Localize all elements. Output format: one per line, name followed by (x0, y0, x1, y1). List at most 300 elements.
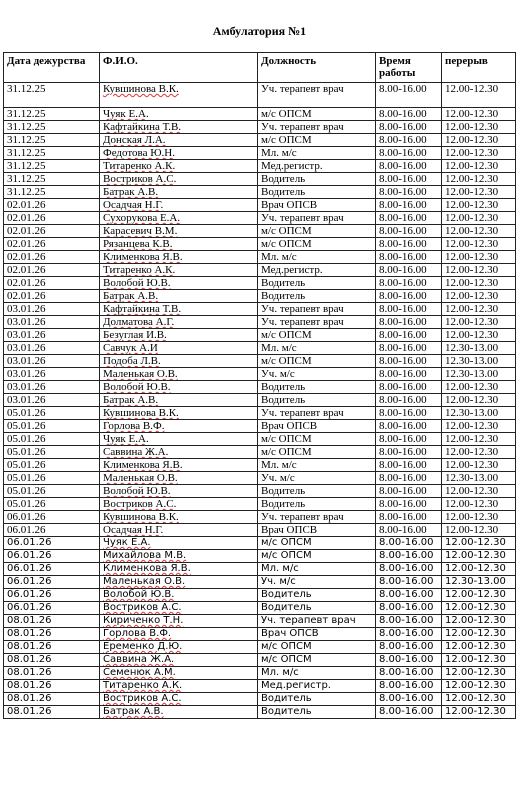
cell-date: 03.01.26 (4, 394, 100, 407)
cell-position: Врач ОПСВ (258, 524, 376, 537)
table-row (4, 615, 516, 628)
cell-date: 06.01.26 (4, 511, 100, 524)
person-name: Горлова В.Ф. (103, 420, 165, 432)
table-row (4, 680, 516, 693)
cell-date: 03.01.26 (4, 303, 100, 316)
cell-name (100, 602, 258, 615)
cell-position: Уч. м/с (258, 472, 376, 485)
cell-work-time: 8.00-16.00 (376, 446, 442, 459)
cell-position: Водитель (258, 381, 376, 394)
person-name: Кувшинова В.К. (103, 83, 179, 95)
cell-date: 06.01.26 (4, 563, 100, 576)
person-name: Батрак А.В. (103, 290, 159, 302)
cell-position: Водитель (258, 186, 376, 199)
table-row (4, 511, 516, 524)
cell-break: 12.00-12.30 (442, 329, 516, 342)
cell-break: 12.00-12.30 (442, 108, 516, 121)
cell-work-time: 8.00-16.00 (376, 563, 442, 576)
cell-break: 12.00-12.30 (442, 602, 516, 615)
person-name: Осадчая Н.Г. (103, 199, 164, 211)
cell-work-time: 8.00-16.00 (376, 485, 442, 498)
person-name: Донская Л.А. (103, 134, 166, 146)
cell-position: Водитель (258, 394, 376, 407)
cell-break: 12.00-12.30 (442, 420, 516, 433)
header-work-time: Время работы (376, 53, 442, 83)
table-row (4, 225, 516, 238)
person-name: Осадчая Н.Г. (103, 524, 164, 536)
cell-date: 06.01.26 (4, 550, 100, 563)
cell-date: 31.12.25 (4, 173, 100, 186)
cell-work-time: 8.00-16.00 (376, 654, 442, 667)
cell-name (100, 576, 258, 589)
cell-work-time: 8.00-16.00 (376, 628, 442, 641)
cell-name (100, 381, 258, 394)
cell-date: 08.01.26 (4, 680, 100, 693)
cell-work-time: 8.00-16.00 (376, 589, 442, 602)
cell-break: 12.30-13.00 (442, 342, 516, 355)
cell-position: Уч. терапевт врач (258, 212, 376, 225)
table-row (4, 121, 516, 134)
cell-work-time: 8.00-16.00 (376, 368, 442, 381)
cell-work-time: 8.00-16.00 (376, 290, 442, 303)
person-name: Кувшинова В.К. (103, 511, 179, 523)
cell-break: 12.00-12.30 (442, 550, 516, 563)
cell-work-time: 8.00-16.00 (376, 706, 442, 719)
cell-name (100, 654, 258, 667)
cell-break: 12.00-12.30 (442, 693, 516, 706)
cell-break: 12.00-12.30 (442, 615, 516, 628)
cell-position: Мл. м/с (258, 251, 376, 264)
person-name: Кафтайкина Т.В. (103, 121, 182, 133)
cell-position: Уч. м/с (258, 576, 376, 589)
cell-break: 12.00-12.30 (442, 225, 516, 238)
person-name: Федотова Ю.Н. (103, 147, 175, 159)
cell-name (100, 303, 258, 316)
cell-name (100, 251, 258, 264)
cell-name (100, 511, 258, 524)
cell-work-time: 8.00-16.00 (376, 264, 442, 277)
cell-work-time: 8.00-16.00 (376, 524, 442, 537)
table-row (4, 706, 516, 719)
cell-work-time: 8.00-16.00 (376, 576, 442, 589)
cell-break: 12.00-12.30 (442, 290, 516, 303)
cell-position: Врач ОПСВ (258, 420, 376, 433)
cell-date: 03.01.26 (4, 316, 100, 329)
person-name: Маленькая О.В. (103, 576, 186, 587)
header-break: перерыв (442, 53, 516, 83)
cell-position: м/с ОПСМ (258, 433, 376, 446)
person-name: Востриков А.С. (103, 602, 182, 613)
cell-break: 12.30-13.00 (442, 472, 516, 485)
cell-position: м/с ОПСМ (258, 134, 376, 147)
cell-work-time: 8.00-16.00 (376, 693, 442, 706)
cell-date: 31.12.25 (4, 121, 100, 134)
table-row (4, 238, 516, 251)
table-body (4, 83, 516, 719)
cell-name (100, 368, 258, 381)
cell-name (100, 524, 258, 537)
cell-position: Мл. м/с (258, 667, 376, 680)
cell-date: 08.01.26 (4, 667, 100, 680)
cell-position: м/с ОПСМ (258, 355, 376, 368)
table-row (4, 277, 516, 290)
cell-name (100, 121, 258, 134)
cell-name (100, 342, 258, 355)
cell-position: Уч. м/с (258, 368, 376, 381)
cell-position: Уч. терапевт врач (258, 511, 376, 524)
table-row (4, 693, 516, 706)
table-row (4, 459, 516, 472)
cell-name (100, 485, 258, 498)
cell-break: 12.00-12.30 (442, 680, 516, 693)
cell-work-time: 8.00-16.00 (376, 381, 442, 394)
cell-name (100, 563, 258, 576)
cell-position: Мед.регистр. (258, 264, 376, 277)
header-date: Дата дежурства (4, 53, 100, 83)
cell-date: 02.01.26 (4, 212, 100, 225)
cell-work-time: 8.00-16.00 (376, 433, 442, 446)
cell-date: 08.01.26 (4, 706, 100, 719)
cell-break: 12.00-12.30 (442, 238, 516, 251)
cell-name (100, 277, 258, 290)
cell-name (100, 355, 258, 368)
cell-date: 08.01.26 (4, 693, 100, 706)
person-name: Чуяк Е.А. (103, 537, 151, 548)
cell-date: 02.01.26 (4, 199, 100, 212)
cell-name (100, 394, 258, 407)
cell-name (100, 628, 258, 641)
cell-work-time: 8.00-16.00 (376, 329, 442, 342)
cell-work-time: 8.00-16.00 (376, 173, 442, 186)
cell-date: 05.01.26 (4, 446, 100, 459)
cell-date: 08.01.26 (4, 628, 100, 641)
person-name: Титаренко А.К. (103, 160, 176, 172)
person-name: Саввина Ж.А. (103, 446, 169, 458)
cell-position: Врач ОПСВ (258, 628, 376, 641)
cell-work-time: 8.00-16.00 (376, 303, 442, 316)
cell-work-time: 8.00-16.00 (376, 238, 442, 251)
table-row (4, 472, 516, 485)
cell-work-time: 8.00-16.00 (376, 602, 442, 615)
table-row (4, 134, 516, 147)
cell-date: 31.12.25 (4, 160, 100, 173)
person-name: Горлова В.Ф. (103, 628, 172, 639)
cell-name (100, 706, 258, 719)
cell-break: 12.00-12.30 (442, 186, 516, 199)
cell-name (100, 316, 258, 329)
cell-position: Водитель (258, 290, 376, 303)
cell-position: Уч. терапевт врач (258, 303, 376, 316)
cell-break: 12.00-12.30 (442, 83, 516, 108)
person-name: Маленькая О.В. (103, 472, 178, 484)
table-row (4, 212, 516, 225)
cell-name (100, 134, 258, 147)
table-row (4, 251, 516, 264)
cell-position: м/с ОПСМ (258, 108, 376, 121)
table-row (4, 407, 516, 420)
table-row (4, 550, 516, 563)
cell-work-time: 8.00-16.00 (376, 83, 442, 108)
cell-date: 31.12.25 (4, 147, 100, 160)
cell-date: 02.01.26 (4, 290, 100, 303)
cell-break: 12.00-12.30 (442, 667, 516, 680)
table-row (4, 485, 516, 498)
cell-position: Водитель (258, 693, 376, 706)
person-name: Семенюк А.М. (103, 667, 176, 678)
table-row (4, 303, 516, 316)
table-row (4, 576, 516, 589)
table-row (4, 368, 516, 381)
table-row (4, 186, 516, 199)
cell-break: 12.00-12.30 (442, 641, 516, 654)
cell-work-time: 8.00-16.00 (376, 316, 442, 329)
cell-date: 02.01.26 (4, 251, 100, 264)
person-name: Подоба Л.В. (103, 355, 161, 367)
table-row (4, 602, 516, 615)
cell-work-time: 8.00-16.00 (376, 212, 442, 225)
cell-date: 03.01.26 (4, 329, 100, 342)
cell-name (100, 615, 258, 628)
cell-work-time: 8.00-16.00 (376, 394, 442, 407)
cell-date: 31.12.25 (4, 83, 100, 108)
cell-break: 12.00-12.30 (442, 381, 516, 394)
table-row (4, 199, 516, 212)
cell-name (100, 238, 258, 251)
cell-name (100, 173, 258, 186)
cell-position: Уч. терапевт врач (258, 121, 376, 134)
cell-date: 06.01.26 (4, 602, 100, 615)
cell-break: 12.00-12.30 (442, 589, 516, 602)
document-title: Амбулатория №1 (212, 24, 307, 38)
cell-work-time: 8.00-16.00 (376, 199, 442, 212)
header-position: Должность (258, 53, 376, 83)
cell-break: 12.00-12.30 (442, 433, 516, 446)
cell-name (100, 459, 258, 472)
cell-name (100, 446, 258, 459)
cell-date: 03.01.26 (4, 342, 100, 355)
cell-date: 02.01.26 (4, 225, 100, 238)
cell-position: Водитель (258, 589, 376, 602)
cell-position: Водитель (258, 485, 376, 498)
table-row (4, 589, 516, 602)
cell-work-time: 8.00-16.00 (376, 186, 442, 199)
duty-schedule-table (3, 52, 516, 719)
cell-date: 08.01.26 (4, 654, 100, 667)
person-name: Саввина Ж.А. (103, 654, 175, 665)
table-row (4, 173, 516, 186)
cell-name (100, 550, 258, 563)
cell-work-time: 8.00-16.00 (376, 134, 442, 147)
cell-name (100, 147, 258, 160)
cell-position: Водитель (258, 602, 376, 615)
cell-work-time: 8.00-16.00 (376, 342, 442, 355)
cell-work-time: 8.00-16.00 (376, 277, 442, 290)
table-row (4, 355, 516, 368)
table-row (4, 329, 516, 342)
person-name: Сухорукова Е.А. (103, 212, 181, 224)
cell-break: 12.00-12.30 (442, 277, 516, 290)
cell-date: 05.01.26 (4, 459, 100, 472)
table-row (4, 342, 516, 355)
table-row (4, 498, 516, 511)
person-name: Долматова А.Г. (103, 316, 175, 328)
table-row (4, 433, 516, 446)
cell-position: Уч. терапевт врач (258, 83, 376, 108)
person-name: Батрак А.В. (103, 394, 159, 406)
cell-date: 05.01.26 (4, 498, 100, 511)
cell-break: 12.00-12.30 (442, 134, 516, 147)
cell-position: м/с ОПСМ (258, 329, 376, 342)
person-name: Чуяк Е.А. (103, 433, 149, 445)
table-row (4, 381, 516, 394)
cell-date: 03.01.26 (4, 368, 100, 381)
cell-break: 12.30-13.00 (442, 355, 516, 368)
person-name: Кафтайкина Т.В. (103, 303, 182, 315)
cell-name (100, 667, 258, 680)
cell-date: 08.01.26 (4, 615, 100, 628)
cell-break: 12.00-12.30 (442, 498, 516, 511)
person-name: Волобой Ю.В. (103, 381, 171, 393)
cell-position: Водитель (258, 277, 376, 290)
cell-position: Мл. м/с (258, 563, 376, 576)
cell-position: Водитель (258, 498, 376, 511)
cell-position: м/с ОПСМ (258, 238, 376, 251)
cell-date: 31.12.25 (4, 108, 100, 121)
cell-date: 06.01.26 (4, 537, 100, 550)
cell-name (100, 420, 258, 433)
cell-name (100, 225, 258, 238)
cell-name (100, 537, 258, 550)
cell-position: Водитель (258, 706, 376, 719)
person-name: Клименкова Я.В. (103, 459, 183, 471)
cell-break: 12.00-12.30 (442, 511, 516, 524)
table-row (4, 290, 516, 303)
table-row (4, 83, 516, 108)
table-row (4, 108, 516, 121)
cell-work-time: 8.00-16.00 (376, 108, 442, 121)
cell-name (100, 693, 258, 706)
person-name: Клименкова Я.В. (103, 251, 183, 263)
cell-position: Водитель (258, 173, 376, 186)
cell-work-time: 8.00-16.00 (376, 680, 442, 693)
cell-break: 12.00-12.30 (442, 303, 516, 316)
table-row (4, 524, 516, 537)
person-name: Востриков А.С. (103, 498, 177, 510)
cell-break: 12.00-12.30 (442, 212, 516, 225)
person-name: Еременко Д.Ю. (103, 641, 183, 652)
cell-work-time: 8.00-16.00 (376, 225, 442, 238)
cell-position: м/с ОПСМ (258, 225, 376, 238)
cell-position: м/с ОПСМ (258, 537, 376, 550)
person-name: Маленькая О.В. (103, 368, 178, 380)
cell-break: 12.00-12.30 (442, 706, 516, 719)
person-name: Безуглая И.В. (103, 329, 167, 341)
cell-date: 02.01.26 (4, 238, 100, 251)
person-name: Волобой Ю.В. (103, 277, 171, 289)
person-name: Карасевич В.М. (103, 225, 178, 237)
cell-name (100, 186, 258, 199)
table-row (4, 641, 516, 654)
person-name: Востриков А.С. (103, 173, 177, 185)
cell-date: 05.01.26 (4, 433, 100, 446)
cell-name (100, 160, 258, 173)
cell-date: 06.01.26 (4, 589, 100, 602)
table-row (4, 316, 516, 329)
cell-break: 12.00-12.30 (442, 147, 516, 160)
cell-date: 06.01.26 (4, 576, 100, 589)
cell-date: 31.12.25 (4, 134, 100, 147)
cell-work-time: 8.00-16.00 (376, 160, 442, 173)
person-name: Титаренко А.К. (103, 264, 176, 276)
cell-break: 12.00-12.30 (442, 654, 516, 667)
person-name: Титаренко А.К. (103, 680, 183, 691)
table-row (4, 420, 516, 433)
cell-break: 12.00-12.30 (442, 121, 516, 134)
cell-break: 12.00-12.30 (442, 628, 516, 641)
person-name: Волобой Ю.В. (103, 589, 175, 600)
cell-name (100, 199, 258, 212)
person-name: Кувшинова В.К. (103, 407, 179, 419)
person-name: Михайлова М.В. (103, 550, 187, 561)
cell-work-time: 8.00-16.00 (376, 472, 442, 485)
cell-date: 05.01.26 (4, 485, 100, 498)
cell-break: 12.30-13.00 (442, 576, 516, 589)
cell-position: м/с ОПСМ (258, 446, 376, 459)
cell-position: Мл. м/с (258, 342, 376, 355)
cell-break: 12.00-12.30 (442, 394, 516, 407)
cell-break: 12.30-13.00 (442, 368, 516, 381)
table-row (4, 147, 516, 160)
cell-break: 12.00-12.30 (442, 446, 516, 459)
cell-break: 12.00-12.30 (442, 485, 516, 498)
cell-break: 12.00-12.30 (442, 316, 516, 329)
cell-name (100, 472, 258, 485)
cell-position: Уч. терапевт врач (258, 316, 376, 329)
cell-work-time: 8.00-16.00 (376, 550, 442, 563)
cell-break: 12.00-12.30 (442, 199, 516, 212)
cell-name (100, 290, 258, 303)
person-name: Савчук А.И (103, 342, 158, 354)
cell-date: 05.01.26 (4, 420, 100, 433)
table-row (4, 160, 516, 173)
table-row (4, 654, 516, 667)
cell-name (100, 680, 258, 693)
cell-work-time: 8.00-16.00 (376, 355, 442, 368)
cell-break: 12.00-12.30 (442, 251, 516, 264)
cell-position: Мед.регистр. (258, 160, 376, 173)
cell-work-time: 8.00-16.00 (376, 121, 442, 134)
cell-date: 02.01.26 (4, 264, 100, 277)
cell-position: м/с ОПСМ (258, 641, 376, 654)
cell-date: 31.12.25 (4, 186, 100, 199)
header-name: Ф.И.О. (100, 53, 258, 83)
person-name: Батрак А.В. (103, 706, 164, 717)
table-row (4, 628, 516, 641)
cell-work-time: 8.00-16.00 (376, 537, 442, 550)
cell-break: 12.30-13.00 (442, 407, 516, 420)
cell-work-time: 8.00-16.00 (376, 511, 442, 524)
cell-break: 12.00-12.30 (442, 563, 516, 576)
cell-work-time: 8.00-16.00 (376, 407, 442, 420)
cell-name (100, 433, 258, 446)
cell-work-time: 8.00-16.00 (376, 641, 442, 654)
cell-position: м/с ОПСМ (258, 550, 376, 563)
cell-date: 05.01.26 (4, 407, 100, 420)
cell-name (100, 498, 258, 511)
cell-break: 12.00-12.30 (442, 537, 516, 550)
cell-position: Мл. м/с (258, 147, 376, 160)
cell-date: 03.01.26 (4, 381, 100, 394)
